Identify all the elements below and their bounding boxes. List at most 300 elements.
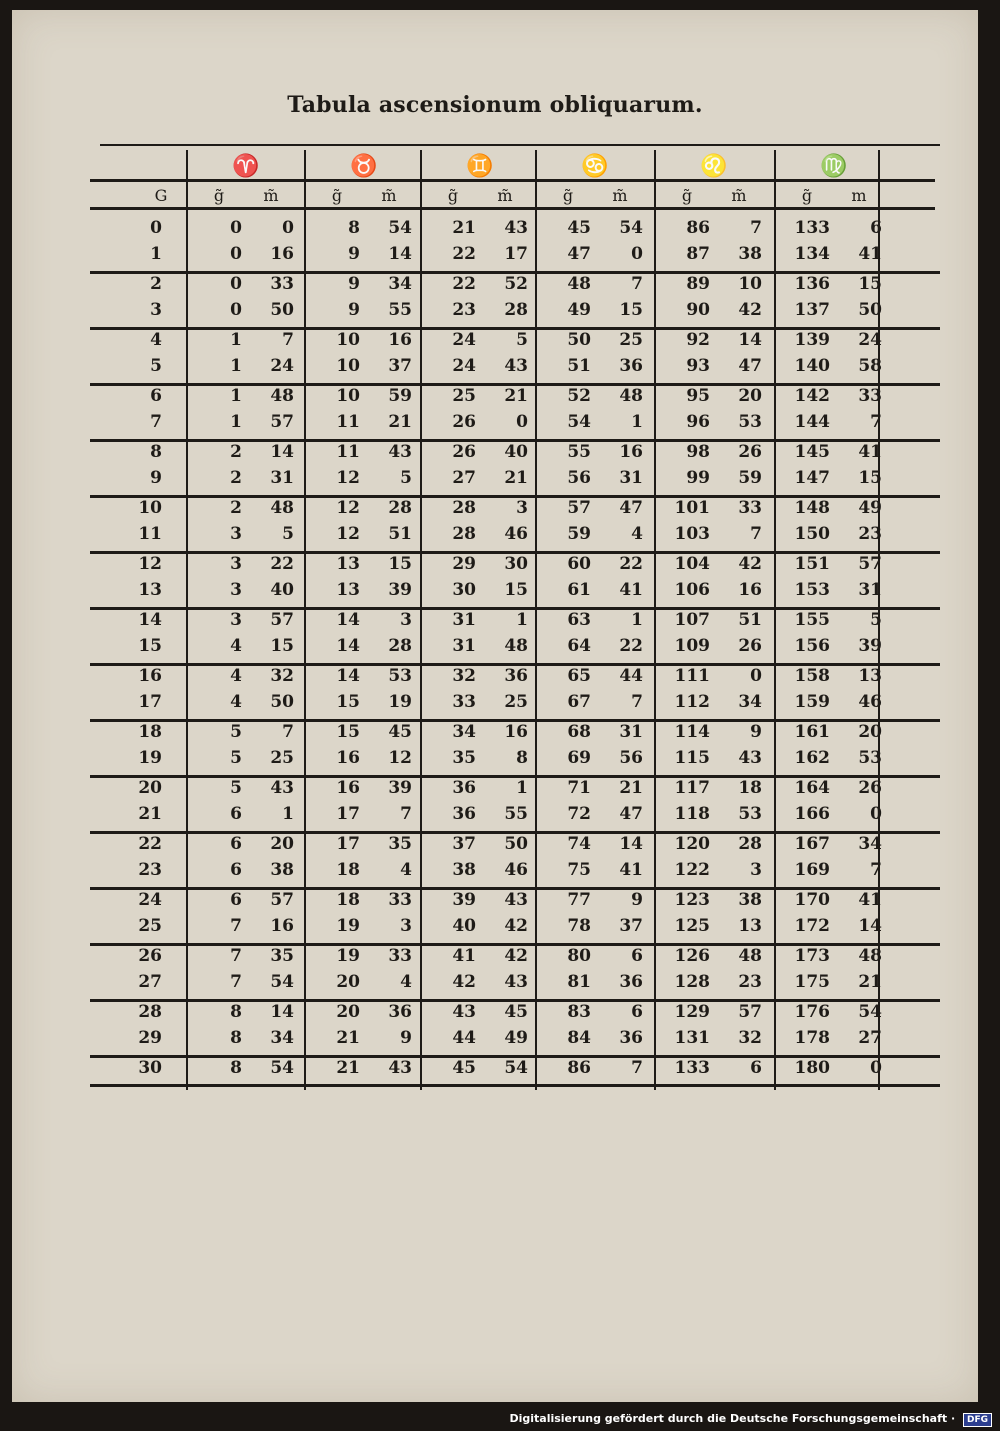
- ascension-degrees: 114: [674, 722, 710, 742]
- ascension-degrees: 20: [336, 972, 360, 992]
- ascension-minutes: 3: [516, 498, 528, 518]
- ascension-degrees: 35: [452, 748, 476, 768]
- ascension-minutes: 4: [400, 860, 412, 880]
- ascension-degrees: 50: [567, 330, 591, 350]
- ascension-degrees: 32: [452, 666, 476, 686]
- ascension-minutes: 6: [750, 1058, 762, 1078]
- ascension-minutes: 49: [504, 1028, 528, 1048]
- ascension-degrees: 5: [230, 778, 242, 798]
- rule-top: [100, 144, 940, 146]
- ascension-degrees: 13: [336, 580, 360, 600]
- ascension-minutes: 14: [738, 330, 762, 350]
- ascension-minutes: 14: [270, 442, 294, 462]
- ascension-minutes: 6: [631, 946, 643, 966]
- ascension-degrees: 166: [794, 804, 830, 824]
- ascension-minutes: 16: [270, 916, 294, 936]
- ascension-degrees: 2: [230, 468, 242, 488]
- ascension-degrees: 1: [230, 412, 242, 432]
- ascension-degrees: 59: [567, 524, 591, 544]
- ascension-minutes: 15: [858, 468, 882, 488]
- row-degree: 14: [138, 610, 162, 630]
- ascension-degrees: 13: [336, 554, 360, 574]
- ascension-minutes: 28: [738, 834, 762, 854]
- ascension-minutes: 13: [738, 916, 762, 936]
- ascension-minutes: 47: [619, 498, 643, 518]
- row-degree: 7: [150, 412, 162, 432]
- ascension-degrees: 92: [686, 330, 710, 350]
- ascension-degrees: 40: [452, 916, 476, 936]
- row-degree: 13: [138, 580, 162, 600]
- ascension-degrees: 140: [794, 356, 830, 376]
- ascension-degrees: 83: [567, 1002, 591, 1022]
- row-degree: 28: [138, 1002, 162, 1022]
- ascension-degrees: 26: [452, 442, 476, 462]
- sub-header-degrees: g̃: [801, 186, 813, 205]
- ascension-minutes: 51: [738, 610, 762, 630]
- ascension-minutes: 14: [858, 916, 882, 936]
- ascension-degrees: 99: [686, 468, 710, 488]
- ascension-degrees: 22: [452, 274, 476, 294]
- ascension-minutes: 32: [270, 666, 294, 686]
- ascension-degrees: 52: [567, 386, 591, 406]
- ascension-minutes: 34: [858, 834, 882, 854]
- ascension-degrees: 175: [794, 972, 830, 992]
- ascension-degrees: 21: [452, 218, 476, 238]
- ascension-minutes: 7: [282, 722, 294, 742]
- ascension-minutes: 6: [631, 1002, 643, 1022]
- digitization-footer: [509, 1412, 992, 1427]
- ascension-degrees: 42: [452, 972, 476, 992]
- ascension-minutes: 31: [619, 722, 643, 742]
- ascension-minutes: 4: [631, 524, 643, 544]
- ascension-minutes: 41: [858, 442, 882, 462]
- row-degree: 0: [150, 218, 162, 238]
- ascension-degrees: 0: [230, 274, 242, 294]
- column-divider: [654, 150, 656, 1090]
- ascension-minutes: 10: [738, 274, 762, 294]
- ascension-degrees: 43: [452, 1002, 476, 1022]
- ascension-minutes: 54: [858, 1002, 882, 1022]
- ascension-degrees: 145: [794, 442, 830, 462]
- ascension-degrees: 4: [230, 636, 242, 656]
- ascension-degrees: 19: [336, 946, 360, 966]
- ascension-minutes: 16: [270, 244, 294, 264]
- ascension-degrees: 86: [567, 1058, 591, 1078]
- ascension-degrees: 80: [567, 946, 591, 966]
- ascension-minutes: 5: [400, 468, 412, 488]
- ascension-degrees: 31: [452, 636, 476, 656]
- ascension-minutes: 41: [858, 890, 882, 910]
- ascension-minutes: 43: [388, 1058, 412, 1078]
- ascension-degrees: 2: [230, 442, 242, 462]
- ascension-minutes: 27: [858, 1028, 882, 1048]
- ascension-degrees: 37: [452, 834, 476, 854]
- column-divider: [186, 150, 188, 1090]
- row-degree: 11: [138, 524, 162, 544]
- ascension-minutes: 41: [619, 860, 643, 880]
- ascension-minutes: 45: [504, 1002, 528, 1022]
- ascension-degrees: 104: [674, 554, 710, 574]
- ascension-degrees: 134: [794, 244, 830, 264]
- ascension-minutes: 35: [270, 946, 294, 966]
- ascension-degrees: 39: [452, 890, 476, 910]
- ascension-minutes: 39: [388, 778, 412, 798]
- ascension-minutes: 28: [388, 636, 412, 656]
- ascension-degrees: 18: [336, 860, 360, 880]
- ascension-degrees: 176: [794, 1002, 830, 1022]
- row-degree: 19: [138, 748, 162, 768]
- ascension-degrees: 98: [686, 442, 710, 462]
- ascension-degrees: 6: [230, 890, 242, 910]
- ascension-degrees: 151: [794, 554, 830, 574]
- ascension-degrees: 170: [794, 890, 830, 910]
- ascension-degrees: 12: [336, 468, 360, 488]
- ascension-minutes: 36: [504, 666, 528, 686]
- ascension-degrees: 117: [674, 778, 710, 798]
- ascension-degrees: 77: [567, 890, 591, 910]
- ascension-degrees: 136: [794, 274, 830, 294]
- ascension-minutes: 9: [750, 722, 762, 742]
- row-degree: 25: [138, 916, 162, 936]
- ascension-degrees: 4: [230, 692, 242, 712]
- ascension-minutes: 34: [738, 692, 762, 712]
- ascension-degrees: 173: [794, 946, 830, 966]
- row-degree: 2: [150, 274, 162, 294]
- ascension-minutes: 36: [619, 1028, 643, 1048]
- ascension-degrees: 16: [336, 748, 360, 768]
- ascension-minutes: 16: [738, 580, 762, 600]
- ascension-minutes: 39: [858, 636, 882, 656]
- ascension-degrees: 19: [336, 916, 360, 936]
- ascension-degrees: 3: [230, 554, 242, 574]
- ascension-minutes: 52: [504, 274, 528, 294]
- sub-header-minutes: m̃: [381, 186, 397, 205]
- ascension-degrees: 84: [567, 1028, 591, 1048]
- ascension-degrees: 89: [686, 274, 710, 294]
- ascension-degrees: 75: [567, 860, 591, 880]
- ascension-minutes: 7: [750, 524, 762, 544]
- ascension-degrees: 23: [452, 300, 476, 320]
- ascension-degrees: 10: [336, 356, 360, 376]
- ascension-degrees: 0: [230, 244, 242, 264]
- ascension-minutes: 33: [738, 498, 762, 518]
- ascension-degrees: 125: [674, 916, 710, 936]
- ascension-minutes: 57: [270, 412, 294, 432]
- row-degree: 9: [150, 468, 162, 488]
- ascension-minutes: 7: [750, 218, 762, 238]
- rule-subheader: [90, 207, 935, 210]
- ascension-degrees: 5: [230, 748, 242, 768]
- ascension-degrees: 28: [452, 524, 476, 544]
- sub-header-degrees: g̃: [447, 186, 459, 205]
- ascension-minutes: 43: [504, 218, 528, 238]
- ascension-degrees: 162: [794, 748, 830, 768]
- ascension-minutes: 43: [738, 748, 762, 768]
- zodiac-sign-header: ♌: [700, 153, 728, 179]
- ascension-degrees: 71: [567, 778, 591, 798]
- ascension-minutes: 53: [388, 666, 412, 686]
- ascension-degrees: 74: [567, 834, 591, 854]
- ascension-minutes: 23: [858, 524, 882, 544]
- ascension-degrees: 129: [674, 1002, 710, 1022]
- ascension-minutes: 1: [631, 610, 643, 630]
- ascension-degrees: 144: [794, 412, 830, 432]
- ascension-degrees: 24: [452, 356, 476, 376]
- ascension-degrees: 169: [794, 860, 830, 880]
- ascension-degrees: 109: [674, 636, 710, 656]
- ascension-minutes: 33: [388, 890, 412, 910]
- ascension-minutes: 30: [504, 554, 528, 574]
- dfg-logo: DFG: [963, 1413, 992, 1427]
- ascension-table: [90, 136, 940, 1096]
- ascension-degrees: 9: [348, 244, 360, 264]
- sub-header-degrees: g̃: [213, 186, 225, 205]
- ascension-minutes: 48: [504, 636, 528, 656]
- ascension-minutes: 31: [858, 580, 882, 600]
- ascension-degrees: 11: [336, 412, 360, 432]
- ascension-degrees: 178: [794, 1028, 830, 1048]
- ascension-degrees: 156: [794, 636, 830, 656]
- ascension-minutes: 5: [870, 610, 882, 630]
- ascension-minutes: 1: [282, 804, 294, 824]
- zodiac-sign-header: ♍: [820, 153, 848, 179]
- row-degree: 24: [138, 890, 162, 910]
- ascension-minutes: 19: [388, 692, 412, 712]
- ascension-minutes: 3: [400, 916, 412, 936]
- scanned-page: [12, 10, 978, 1402]
- ascension-minutes: 39: [388, 580, 412, 600]
- ascension-minutes: 7: [631, 692, 643, 712]
- ascension-minutes: 1: [631, 412, 643, 432]
- ascension-minutes: 55: [388, 300, 412, 320]
- page-title: Tabula ascensionum obliquarum.: [287, 92, 703, 118]
- ascension-minutes: 57: [738, 1002, 762, 1022]
- ascension-minutes: 40: [270, 580, 294, 600]
- ascension-degrees: 7: [230, 916, 242, 936]
- ascension-minutes: 59: [738, 468, 762, 488]
- group-rule: [90, 1084, 940, 1087]
- ascension-minutes: 36: [619, 972, 643, 992]
- ascension-degrees: 107: [674, 610, 710, 630]
- ascension-degrees: 172: [794, 916, 830, 936]
- ascension-degrees: 9: [348, 274, 360, 294]
- ascension-minutes: 53: [738, 412, 762, 432]
- ascension-degrees: 31: [452, 610, 476, 630]
- ascension-minutes: 25: [504, 692, 528, 712]
- ascension-degrees: 12: [336, 524, 360, 544]
- ascension-degrees: 158: [794, 666, 830, 686]
- ascension-degrees: 24: [452, 330, 476, 350]
- ascension-degrees: 47: [567, 244, 591, 264]
- ascension-minutes: 54: [270, 1058, 294, 1078]
- ascension-degrees: 90: [686, 300, 710, 320]
- ascension-minutes: 43: [388, 442, 412, 462]
- ascension-degrees: 167: [794, 834, 830, 854]
- ascension-minutes: 5: [282, 524, 294, 544]
- ascension-degrees: 159: [794, 692, 830, 712]
- ascension-minutes: 26: [858, 778, 882, 798]
- ascension-degrees: 139: [794, 330, 830, 350]
- ascension-degrees: 36: [452, 778, 476, 798]
- ascension-minutes: 53: [858, 748, 882, 768]
- ascension-degrees: 56: [567, 468, 591, 488]
- ascension-minutes: 54: [270, 972, 294, 992]
- ascension-degrees: 118: [674, 804, 710, 824]
- ascension-minutes: 57: [858, 554, 882, 574]
- ascension-minutes: 6: [870, 218, 882, 238]
- ascension-minutes: 48: [270, 386, 294, 406]
- ascension-minutes: 57: [270, 610, 294, 630]
- ascension-degrees: 3: [230, 610, 242, 630]
- ascension-minutes: 54: [388, 218, 412, 238]
- row-degree: 4: [150, 330, 162, 350]
- ascension-minutes: 41: [858, 244, 882, 264]
- ascension-degrees: 180: [794, 1058, 830, 1078]
- ascension-minutes: 47: [619, 804, 643, 824]
- ascension-minutes: 14: [270, 1002, 294, 1022]
- ascension-minutes: 53: [738, 804, 762, 824]
- ascension-minutes: 28: [388, 498, 412, 518]
- ascension-degrees: 45: [567, 218, 591, 238]
- ascension-degrees: 15: [336, 692, 360, 712]
- ascension-degrees: 87: [686, 244, 710, 264]
- row-degree: 5: [150, 356, 162, 376]
- ascension-minutes: 0: [631, 244, 643, 264]
- ascension-degrees: 10: [336, 330, 360, 350]
- ascension-degrees: 8: [230, 1058, 242, 1078]
- column-divider: [304, 150, 306, 1090]
- ascension-minutes: 25: [619, 330, 643, 350]
- ascension-minutes: 48: [619, 386, 643, 406]
- ascension-degrees: 12: [336, 498, 360, 518]
- ascension-minutes: 43: [504, 356, 528, 376]
- ascension-degrees: 133: [794, 218, 830, 238]
- ascension-degrees: 142: [794, 386, 830, 406]
- ascension-degrees: 69: [567, 748, 591, 768]
- ascension-degrees: 36: [452, 804, 476, 824]
- ascension-minutes: 41: [619, 580, 643, 600]
- ascension-minutes: 18: [738, 778, 762, 798]
- ascension-minutes: 21: [619, 778, 643, 798]
- ascension-minutes: 46: [504, 524, 528, 544]
- ascension-degrees: 63: [567, 610, 591, 630]
- ascension-minutes: 20: [270, 834, 294, 854]
- ascension-minutes: 8: [516, 748, 528, 768]
- ascension-minutes: 36: [388, 1002, 412, 1022]
- row-degree: 15: [138, 636, 162, 656]
- ascension-minutes: 7: [870, 412, 882, 432]
- ascension-minutes: 37: [388, 356, 412, 376]
- ascension-minutes: 4: [400, 972, 412, 992]
- ascension-degrees: 115: [674, 748, 710, 768]
- ascension-minutes: 0: [282, 218, 294, 238]
- ascension-minutes: 31: [619, 468, 643, 488]
- ascension-minutes: 54: [504, 1058, 528, 1078]
- ascension-minutes: 9: [400, 1028, 412, 1048]
- ascension-minutes: 1: [516, 610, 528, 630]
- ascension-degrees: 44: [452, 1028, 476, 1048]
- ascension-degrees: 54: [567, 412, 591, 432]
- ascension-degrees: 93: [686, 356, 710, 376]
- ascension-minutes: 1: [516, 778, 528, 798]
- ascension-minutes: 21: [504, 386, 528, 406]
- ascension-degrees: 28: [452, 498, 476, 518]
- ascension-minutes: 38: [738, 244, 762, 264]
- ascension-minutes: 24: [858, 330, 882, 350]
- ascension-minutes: 24: [270, 356, 294, 376]
- row-degree: 18: [138, 722, 162, 742]
- ascension-minutes: 9: [631, 890, 643, 910]
- ascension-degrees: 101: [674, 498, 710, 518]
- ascension-degrees: 65: [567, 666, 591, 686]
- ascension-minutes: 54: [619, 218, 643, 238]
- ascension-minutes: 22: [619, 636, 643, 656]
- ascension-degrees: 55: [567, 442, 591, 462]
- ascension-minutes: 43: [504, 890, 528, 910]
- ascension-minutes: 35: [388, 834, 412, 854]
- ascension-degrees: 0: [230, 218, 242, 238]
- ascension-degrees: 81: [567, 972, 591, 992]
- ascension-minutes: 15: [504, 580, 528, 600]
- ascension-minutes: 55: [504, 804, 528, 824]
- ascension-minutes: 34: [270, 1028, 294, 1048]
- ascension-degrees: 27: [452, 468, 476, 488]
- ascension-degrees: 122: [674, 860, 710, 880]
- degree-header-label: G: [154, 186, 168, 205]
- ascension-minutes: 12: [388, 748, 412, 768]
- ascension-degrees: 155: [794, 610, 830, 630]
- ascension-minutes: 0: [870, 1058, 882, 1078]
- ascension-degrees: 3: [230, 580, 242, 600]
- ascension-degrees: 95: [686, 386, 710, 406]
- ascension-minutes: 38: [270, 860, 294, 880]
- ascension-degrees: 5: [230, 722, 242, 742]
- row-degree: 3: [150, 300, 162, 320]
- ascension-minutes: 44: [619, 666, 643, 686]
- row-degree: 17: [138, 692, 162, 712]
- ascension-degrees: 41: [452, 946, 476, 966]
- row-degree: 16: [138, 666, 162, 686]
- ascension-minutes: 21: [858, 972, 882, 992]
- ascension-degrees: 6: [230, 834, 242, 854]
- ascension-degrees: 16: [336, 778, 360, 798]
- ascension-minutes: 47: [738, 356, 762, 376]
- row-degree: 22: [138, 834, 162, 854]
- ascension-degrees: 103: [674, 524, 710, 544]
- ascension-minutes: 56: [619, 748, 643, 768]
- ascension-degrees: 17: [336, 834, 360, 854]
- ascension-degrees: 106: [674, 580, 710, 600]
- ascension-degrees: 148: [794, 498, 830, 518]
- sub-header-minutes: m: [851, 186, 867, 205]
- ascension-minutes: 3: [750, 860, 762, 880]
- ascension-minutes: 25: [270, 748, 294, 768]
- ascension-degrees: 9: [348, 300, 360, 320]
- ascension-degrees: 86: [686, 218, 710, 238]
- sub-header-degrees: g̃: [331, 186, 343, 205]
- ascension-minutes: 42: [504, 916, 528, 936]
- ascension-minutes: 7: [400, 804, 412, 824]
- footer-text: Digitalisierung gefördert durch die Deutsche Forschungsgemeinschaft ·: [509, 1412, 956, 1425]
- sub-header-degrees: g̃: [681, 186, 693, 205]
- ascension-minutes: 20: [858, 722, 882, 742]
- ascension-degrees: 2: [230, 498, 242, 518]
- ascension-degrees: 7: [230, 946, 242, 966]
- ascension-minutes: 48: [738, 946, 762, 966]
- ascension-minutes: 33: [270, 274, 294, 294]
- column-divider: [774, 150, 776, 1090]
- zodiac-sign-header: ♉: [350, 153, 378, 179]
